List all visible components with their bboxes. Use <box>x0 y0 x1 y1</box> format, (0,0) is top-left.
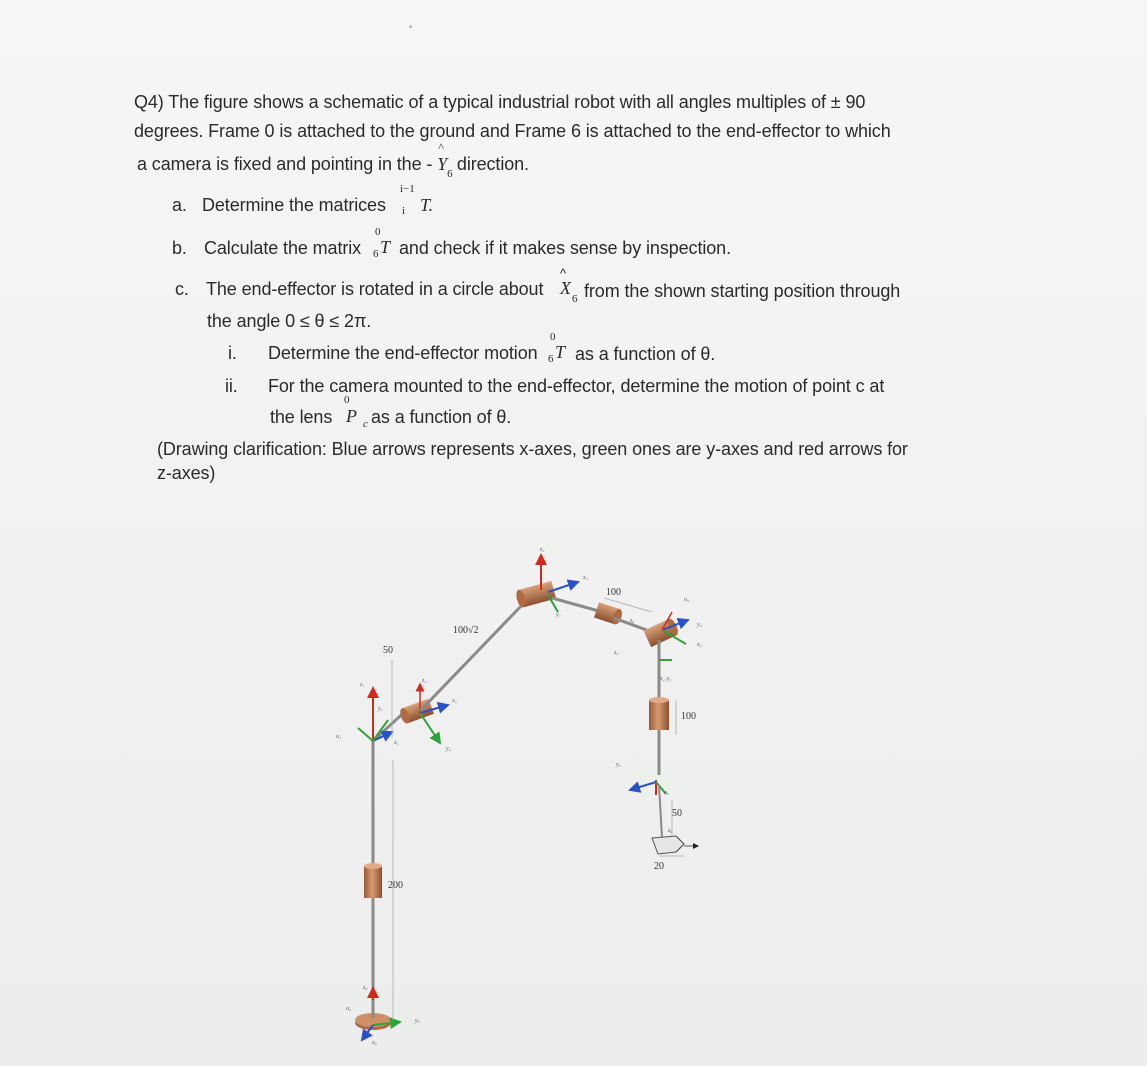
intro-line-3: a camera is fixed and pointing in the - ^ $Y_6$ direction. <box>137 140 529 180</box>
frame-label: o₀ <box>346 1006 352 1012</box>
frame-label: z₂ <box>422 678 427 684</box>
joint-1-top <box>364 863 382 869</box>
frame-label: z₀ <box>363 985 368 991</box>
frame-label: z₁ <box>360 682 365 688</box>
item-b-marker: b. <box>172 238 187 258</box>
frame-label: x₂ <box>452 698 457 704</box>
frame-label: x₁ <box>394 740 399 746</box>
intro-line-1: Q4) The figure shows a schematic of a typical industrial robot with all angles multiples of ± 90 <box>134 92 866 112</box>
intro-line-2: degrees. Frame 0 is attached to the ground and Frame 6 is attached to the end-effector to which <box>134 121 891 141</box>
frame-label: z₅ <box>614 650 619 656</box>
item-a-text: Determine the matrices <box>202 195 386 215</box>
link-2 <box>420 603 524 711</box>
item-a-marker: a. <box>172 195 187 215</box>
item-ci-marker: i. <box>228 343 237 363</box>
item-cii-math: 0 P c <box>344 394 368 430</box>
speck: • <box>409 22 413 32</box>
frame-label: x₃ <box>583 575 588 581</box>
item-cii-marker: ii. <box>225 376 238 396</box>
dim-20-label: 20 <box>654 861 664 872</box>
frame-label: z₃ <box>540 547 545 553</box>
item-b-text-b: and check if it makes sense by inspection. <box>399 238 731 258</box>
dim-100-right-label: 100 <box>681 711 696 722</box>
frame-label: y₃ <box>556 612 561 618</box>
frame-label: y₆ <box>616 762 621 768</box>
item-c-line-2: the angle 0 ≤ θ ≤ 2π. <box>207 311 372 331</box>
item-cii-text-a: the lens <box>270 407 333 427</box>
frame-1-y-arrow <box>358 728 373 741</box>
item-b-math: 0 6 T <box>373 226 391 260</box>
item-a-math: i−1 i T. <box>400 183 434 217</box>
frame-label: y₀ <box>415 1018 420 1024</box>
frame-label: z₆ <box>630 618 635 624</box>
frame-label: o₅ <box>684 597 690 603</box>
item-c-text-a: The end-effector is rotated in a circle about <box>206 279 544 299</box>
dim-50-label: 50 <box>383 645 393 656</box>
x6-symbol: ^ X 6 <box>560 266 578 305</box>
item-ci-text-a: Determine the end-effector motion <box>268 343 538 363</box>
clarification-line-2: z-axes) <box>157 463 216 483</box>
joint-5-cylinder <box>644 617 681 647</box>
joint-1-cylinder <box>364 866 382 898</box>
frame-label: z₆ <box>668 828 673 834</box>
frame-6-x-arrow <box>630 782 656 790</box>
joint-4-cylinder <box>594 602 624 625</box>
frame-label: y₁ <box>378 706 383 712</box>
item-c-text-b: from the shown starting position through <box>584 281 901 301</box>
dim-50-right-label: 50 <box>672 808 682 819</box>
frame-2-y-arrow <box>420 713 440 743</box>
frame-label: x₄ <box>697 642 702 648</box>
frame-label: o₁ <box>336 734 342 740</box>
frame-label: x₀ <box>372 1040 377 1046</box>
frame-label: o₆ <box>664 790 670 796</box>
hat-icon: ^ <box>438 140 444 154</box>
joint-3-cylinder <box>515 581 556 608</box>
camera-mount <box>659 785 662 838</box>
frame-label: y₄ <box>697 622 702 628</box>
clarification-line-1: (Drawing clarification: Blue arrows represents x-axes, green ones are y-axes and red arrows for <box>157 439 908 459</box>
y6-symbol: ^ $Y_6$ <box>437 140 453 180</box>
joint-6-cylinder <box>649 700 669 730</box>
item-c-marker: c. <box>175 279 189 299</box>
joint-6-top <box>649 697 669 703</box>
hat-icon: ^ <box>560 266 567 281</box>
dim-200-label: 200 <box>388 880 403 891</box>
camera-icon <box>652 836 698 854</box>
dim-100r2-label: 100√2 <box>453 625 479 636</box>
item-b-text-a: Calculate the matrix <box>204 238 362 258</box>
frame-label: x₄ y₅ <box>660 676 671 682</box>
item-ci-math: 0 6 T <box>548 331 566 365</box>
frame-label: y₂ <box>446 746 451 752</box>
item-cii-line-1: For the camera mounted to the end-effector, determine the motion of point c at <box>268 376 885 396</box>
dim-100-top-label: 100 <box>606 587 621 598</box>
item-cii-text-b: as a function of θ. <box>371 407 512 427</box>
item-ci-text-b: as a function of θ. <box>575 344 716 364</box>
